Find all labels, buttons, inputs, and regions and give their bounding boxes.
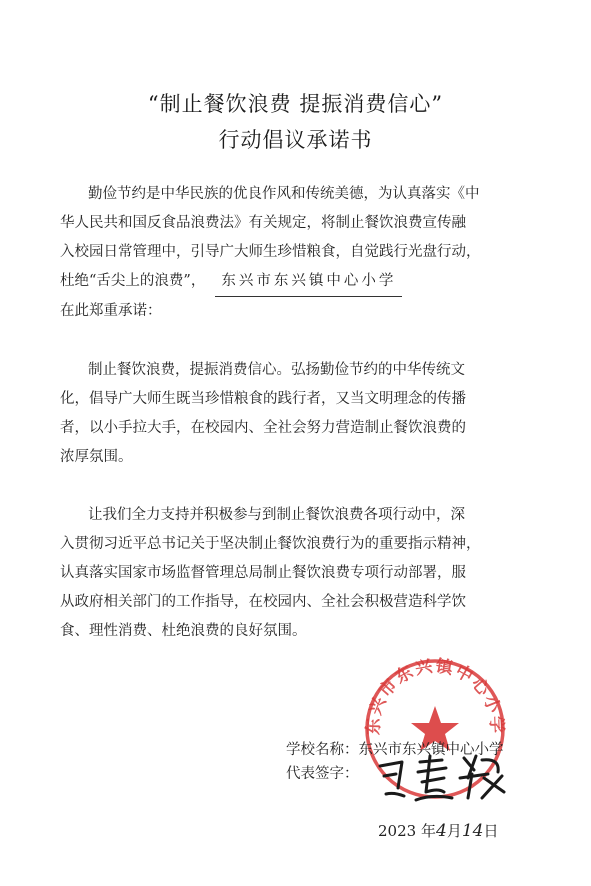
paragraph-1 [60,180,530,326]
date-month-unit: 月 [446,822,462,840]
paragraph-1-line4 [60,267,530,297]
paragraph-2 [60,356,530,472]
date-year: 2023 [378,822,417,840]
underlined-school-name: 东兴市东兴镇中心小学 [215,267,402,297]
representative-signature-label: 代表签字： [286,766,359,782]
seal-text: 东兴市东兴镇中心小学 [363,656,507,736]
paragraph-1-line1: 勤俭节约是中华民族的优良作风和传统美德，为认真落实《中 [88,186,480,202]
signature-stroke-3 [460,756,504,798]
paragraph-2-line1: 制止餐饮浪费，提振消费信心。弘扬勤俭节约的中华传统文 [88,362,465,378]
school-name-value: 东兴市东兴镇中心小学 [358,742,504,758]
paragraph-3-line4: 从政府相关部门的工作指导，在校园内、全社会积极营造科学饮 [60,594,466,610]
representative-signature-row [286,762,359,783]
document-date [378,820,498,841]
document-title-line1: “制止餐饮浪费 提振消费信心” [147,92,444,116]
paragraph-2-line4: 浓厚氛围。 [60,449,133,465]
paragraph-3-line3: 认真落实国家市场监督管理总局制止餐饮浪费专项行动部署，服 [60,565,466,581]
paragraph-1-line4-prefix: 杜绝“舌尖上的浪费”， [60,273,206,289]
signature-stroke-1 [380,762,404,796]
paragraph-2-line2: 化，倡导广大师生既当珍惜粮食的践行者，又当文明理念的传播 [60,391,466,407]
paragraph-1-line5: 在此郑重承诺： [60,303,162,319]
handwritten-signature [372,748,522,806]
paragraph-3 [60,501,530,646]
date-day-unit: 日 [483,822,499,840]
paragraph-3-line2: 入贯彻习近平总书记关于坚决制止餐饮浪费行为的重要指示精神， [60,536,481,552]
school-name-label: 学校名称： [286,742,359,758]
paragraph-3-line1: 让我们全力支持并积极参与到制止餐饮浪费各项行动中，深 [88,507,465,523]
signature-stroke-2 [416,756,452,800]
paragraph-2-line3: 者，以小手拉大手，在校园内、全社会努力营造制止餐饮浪费的 [60,420,466,436]
paragraph-3-line5: 食、理性消费、杜绝浪费的良好氛围。 [60,623,307,639]
paragraph-1-line2: 华人民共和国反食品浪费法》有关规定，将制止餐饮浪费宣传融 [60,215,466,231]
paragraph-1-line3: 入校园日常管理中，引导广大师生珍惜粮食，自觉践行光盘行动， [60,244,481,260]
date-year-unit: 年 [420,822,436,840]
date-day: 14 [461,821,484,841]
document-title-line2: 行动倡议承诺书 [218,128,373,152]
date-month: 4 [435,821,447,841]
